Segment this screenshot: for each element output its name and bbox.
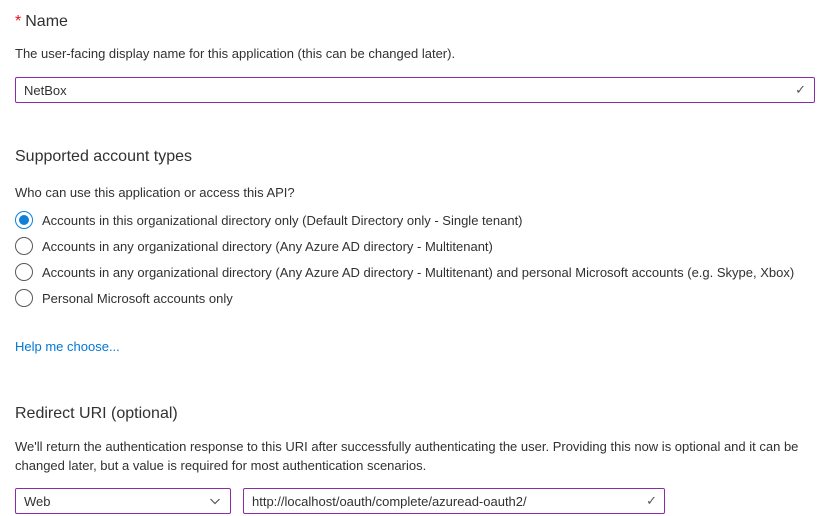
radio-button-icon[interactable] — [15, 263, 33, 281]
checkmark-icon: ✓ — [646, 493, 657, 508]
radio-option-multitenant[interactable] — [15, 237, 814, 255]
radio-button-icon[interactable] — [15, 237, 33, 255]
name-description: The user-facing display name for this application (this can be changed later). — [15, 46, 456, 61]
radio-button-icon[interactable] — [15, 211, 33, 229]
platform-select-dropdown[interactable] — [15, 488, 231, 514]
radio-option-label: Accounts in this organizational directory only (Default Directory only - Single tenant) — [42, 212, 523, 228]
radio-option-single-tenant[interactable] — [15, 211, 814, 229]
redirect-uri-input[interactable] — [243, 488, 665, 514]
radio-option-label: Accounts in any organizational directory (Any Azure AD directory - Multitenant) and personal Microsoft accounts (e.g. Skype, Xbox) — [42, 264, 795, 280]
radio-option-label: Personal Microsoft accounts only — [42, 290, 233, 306]
redirect-uri-description: We'll return the authentication response to this URI after successfully authenticating the user. Providing this now is optional and it can be changed later, but a value is required for most authentication scenarios. — [15, 439, 799, 473]
redirect-uri-row — [15, 488, 814, 514]
radio-option-multitenant-personal[interactable] — [15, 263, 814, 281]
account-types-heading: Supported account types — [15, 148, 193, 165]
account-types-radio-group — [15, 211, 814, 307]
name-section-heading — [15, 12, 814, 32]
checkmark-icon: ✓ — [795, 82, 806, 97]
redirect-uri-input-wrap — [243, 488, 665, 514]
name-input-wrap — [15, 77, 814, 103]
required-asterisk: * — [15, 13, 22, 30]
platform-select-value: Web — [24, 493, 51, 509]
name-heading-label: Name — [25, 13, 68, 30]
radio-option-personal-only[interactable] — [15, 289, 814, 307]
radio-option-label: Accounts in any organizational directory (Any Azure AD directory - Multitenant) — [42, 238, 493, 254]
chevron-down-icon — [208, 494, 222, 508]
account-types-question: Who can use this application or access this API? — [15, 185, 295, 200]
help-me-choose-link[interactable]: Help me choose... — [15, 339, 120, 354]
radio-button-icon[interactable] — [15, 289, 33, 307]
name-input[interactable] — [15, 77, 815, 103]
redirect-uri-heading: Redirect URI (optional) — [15, 405, 178, 422]
